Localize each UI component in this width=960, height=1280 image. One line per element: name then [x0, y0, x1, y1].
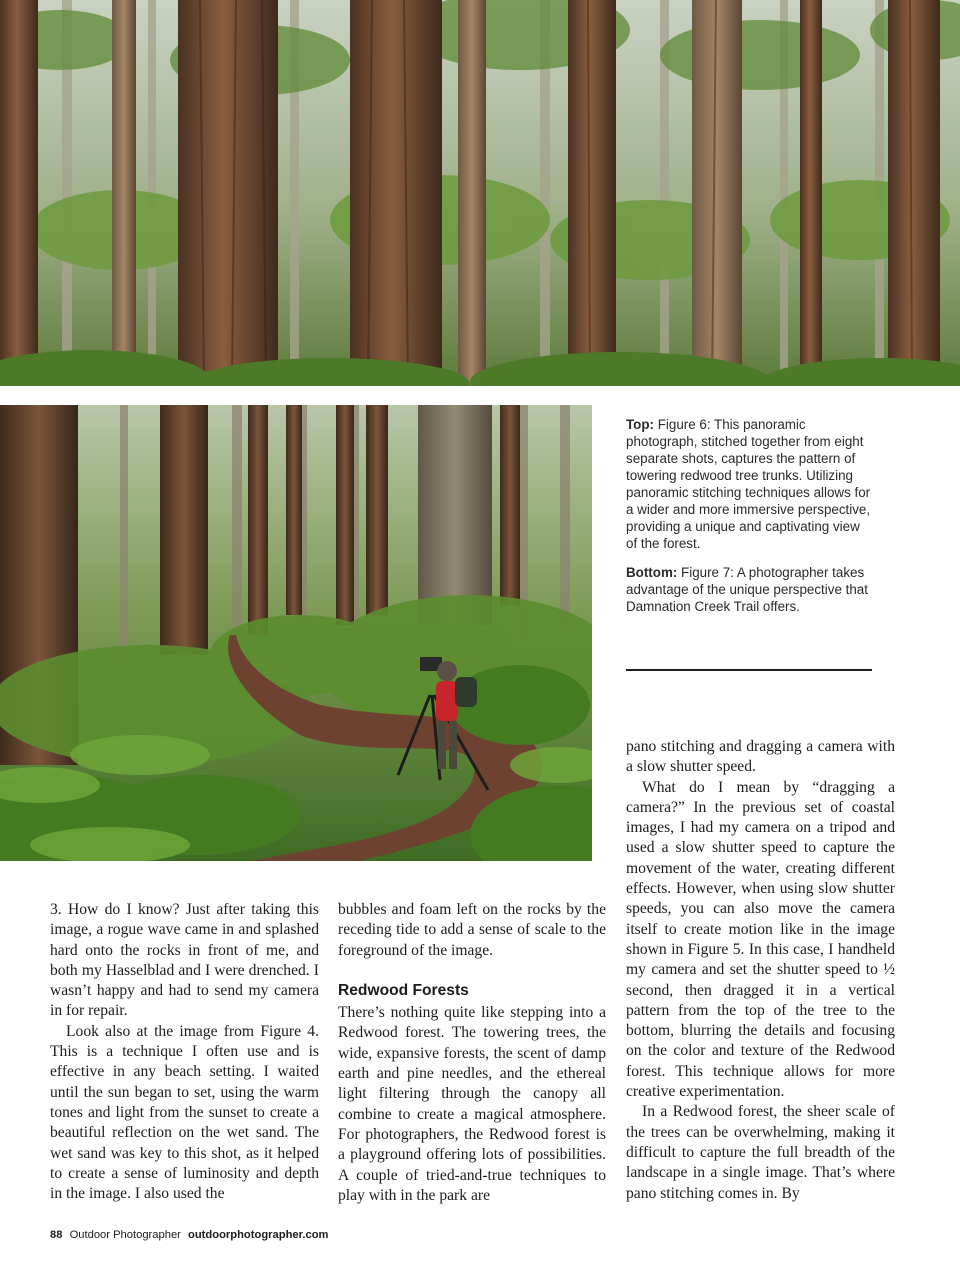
figure-caption	[626, 416, 871, 627]
body-paragraph: pano stitching and dragging a camera with a slow shutter speed.	[626, 738, 895, 776]
body-column-1	[50, 900, 319, 1204]
body-paragraph: bubbles and foam left on the rocks by the receding tide to add a sense of scale to the foreground of the image.	[338, 901, 606, 959]
caption-bottom-label: Bottom:	[626, 565, 678, 580]
caption-top-text: Figure 6: This panoramic photograph, stitched together from eight separate shots, captures the pattern of towering redwood tree trunks. Utilizing panoramic stitching techniques allows for a wider and more immersive perspective, providing a unique and captivating view of the forest.	[626, 417, 871, 551]
body-paragraph: There’s nothing quite like stepping into a Redwood forest. The towering trees, the wide, expansive forests, the scent of damp earth and pine needles, and the ethereal light filtering through the canopy all combine to create a magical atmosphere. For photographers, the Redwood forest is a playground offering lots of possibilities. A couple of tried-and-true techniques to play with in the park are	[338, 1004, 606, 1204]
body-paragraph: 3. How do I know? Just after taking this image, a rogue wave came in and splashed hard onto the rocks in front of me, and both my Hasselblad and I were drenched. I wasn’t happy and had to send my camera in for repair.	[50, 901, 319, 1020]
caption-bottom	[626, 564, 871, 615]
caption-top	[626, 416, 871, 552]
website-url: outdoorphotographer.com	[188, 1229, 329, 1241]
body-paragraph: What do I mean by “dragging a camera?” In the previous set of coastal images, I had my camera on a tripod and used a slow shutter speed to capture the movement of the water, creating different effects. However, when using slow shutter speeds, you can also move the camera itself to create motion like in the image shown in Figure 5. In this case, I handheld my camera and set the shutter speed to ½ second, then dragged it in a vertical pattern from the top of the tree to the bottom, blurring the details and focusing on the color and texture of the Redwood forest. This technique allows for more creative experimentation.	[626, 778, 895, 1101]
body-column-3	[626, 737, 895, 1204]
body-column-2	[338, 900, 606, 1206]
body-paragraph: In a Redwood forest, the sheer scale of the trees can be overwhelming, making it difficult to capture the full breadth of the landscape in a single image. That’s where pano stitching comes in. By	[626, 1103, 895, 1202]
body-paragraph: Look also at the image from Figure 4. This is a technique I often use and is effective in any beach setting. I waited until the sun began to set, using the warm tones and light from the sunset to create a beautiful reflection on the wet sand. The wet sand was key to this shot, as it helped to create a sense of luminosity and depth in the image. I also used the	[50, 1022, 319, 1203]
section-heading: Redwood Forests	[338, 981, 469, 999]
magazine-name: Outdoor Photographer	[69, 1229, 181, 1241]
caption-top-label: Top:	[626, 417, 655, 432]
page-number: 88	[50, 1229, 63, 1241]
caption-divider	[626, 669, 872, 671]
page-footer	[50, 1229, 328, 1241]
damnation-creek-trail-illustration	[0, 405, 592, 861]
caption-bottom-text: Figure 7: A photographer takes advantage of the unique perspective that Damnation Creek Trail offers.	[626, 565, 868, 614]
redwood-panorama-illustration	[0, 0, 960, 386]
bottom-trail-photo	[0, 405, 592, 861]
top-panorama-photo	[0, 0, 960, 386]
